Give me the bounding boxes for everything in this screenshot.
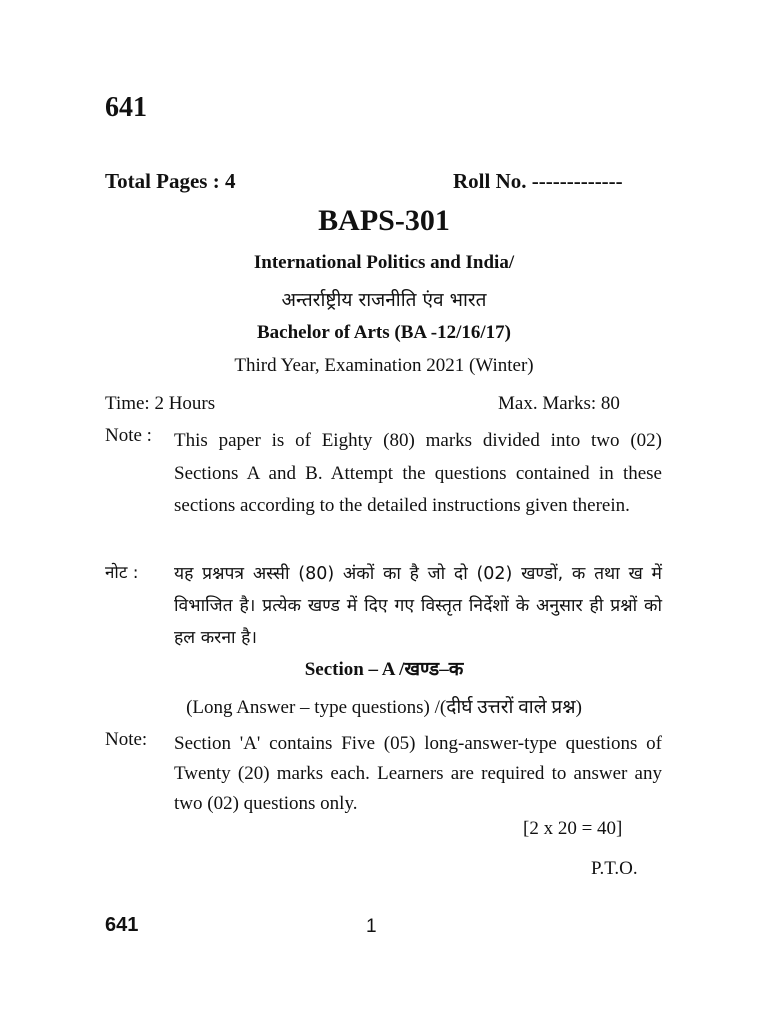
degree-program: Bachelor of Arts (BA -12/16/17): [256, 322, 511, 343]
section-note-text: Section 'A' contains Five (05) long-answer-type questions of Twenty (20) marks each. Learners are required to answer any two (02) questions only.: [174, 733, 662, 814]
subject-title-hindi: अन्तर्राष्ट्रीय राजनीति एंव भारत: [281, 289, 487, 311]
course-code: BAPS-301: [318, 204, 450, 237]
exam-duration: Time: 2 Hours: [105, 393, 216, 414]
footer-paper-code: 641: [105, 914, 139, 936]
note-label-hindi: नोट :: [105, 563, 139, 583]
exam-session: Third Year, Examination 2021 (Winter): [234, 355, 534, 376]
marks-formula: [2 x 20 = 40]: [523, 818, 623, 839]
note-label-english: Note :: [105, 425, 152, 446]
please-turn-over: P.T.O.: [591, 858, 638, 879]
paper-code-header: 641: [105, 92, 147, 123]
note-text-hindi: यह प्रश्नपत्र अस्सी (80) अंकों का है जो दो (02) खण्डों, क तथा ख में विभाजित है। प्रत्येक खण्ड में दिए गए विस्तृत निर्देशों के अनुसार ही प्रश्नों को हल करना है।: [174, 564, 662, 648]
page-number: 1: [366, 916, 377, 937]
subject-title-english: International Politics and India/: [253, 252, 515, 273]
question-type-heading: (Long Answer – type questions) /(दीर्घ उत्तरों वाले प्रश्न): [186, 697, 582, 718]
section-heading: Section – A /खण्ड–क: [304, 659, 464, 680]
section-note-label: Note:: [105, 729, 148, 750]
max-marks: Max. Marks: 80: [498, 393, 620, 414]
note-text-english: This paper is of Eighty (80) marks divided into two (02) Sections A and B. Attempt the questions contained in these sections according to the detailed instructions given therein.: [174, 430, 662, 516]
total-pages: Total Pages : 4: [105, 169, 236, 193]
roll-number-field: Roll No. -------------: [453, 169, 623, 193]
